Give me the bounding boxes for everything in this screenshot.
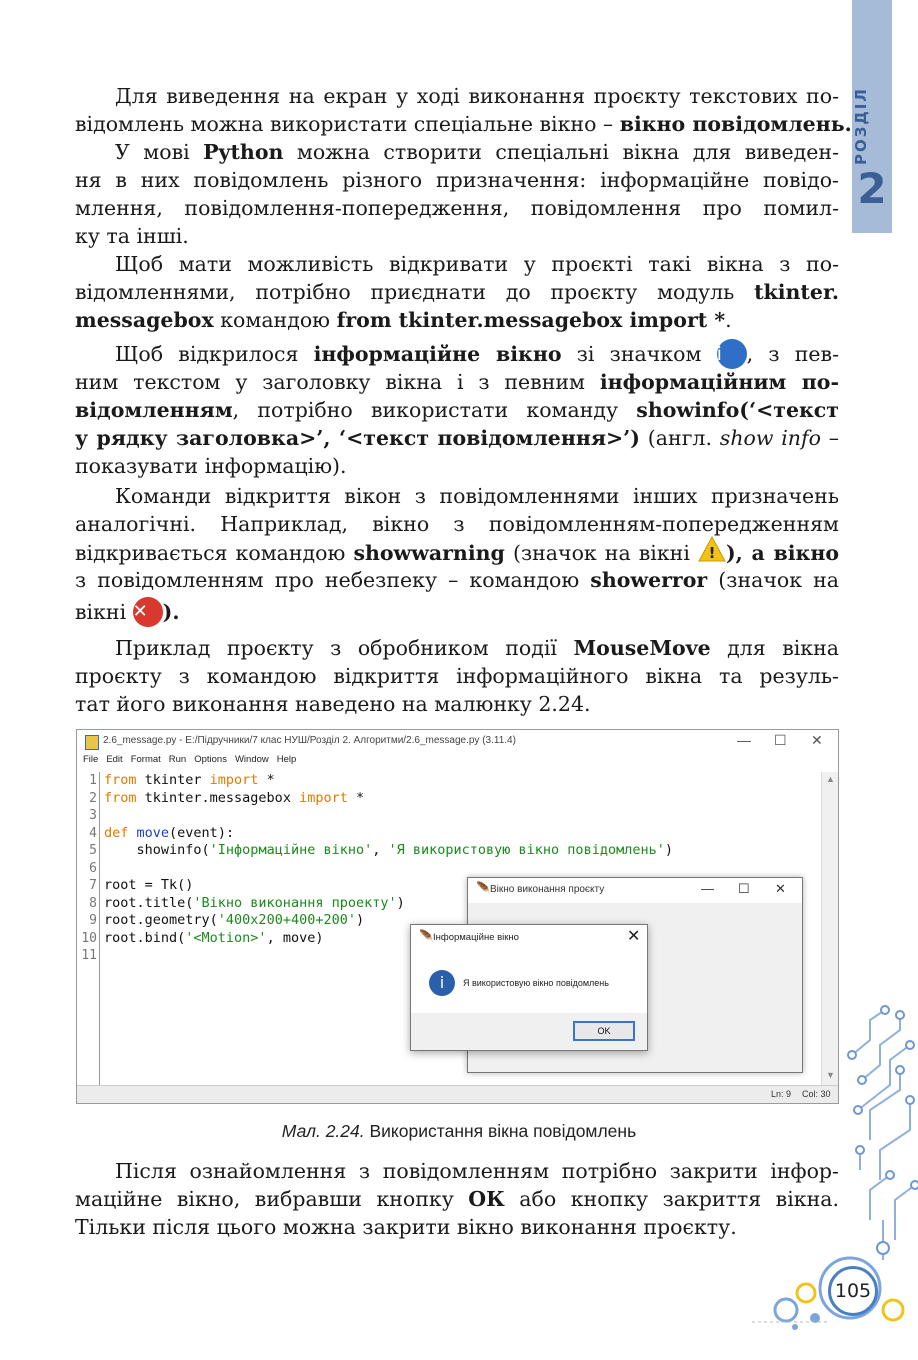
- feather-icon: 🪶: [476, 881, 491, 895]
- tk-maximize-button[interactable]: ☐: [738, 881, 750, 896]
- feather-icon: 🪶: [419, 929, 434, 943]
- line-number: 9: [89, 913, 97, 928]
- text-line: відомлень можна використати спеціальне вікно – вікно повідомлень.: [75, 112, 852, 136]
- text-line: У мові Python можна створити спеціальні вікна для виведен-: [115, 140, 839, 164]
- messagebox-close-button[interactable]: ✕: [627, 928, 641, 945]
- text-line: вікні ✕ ).: [75, 594, 839, 630]
- text-line: Тільки після цього можна закрити вікно виконання проєкту.: [75, 1215, 737, 1239]
- error-icon: ✕: [133, 597, 163, 627]
- section-label: РОЗДІЛ: [852, 87, 870, 165]
- text-line: ним текстом у заголовку вікна і з певним інформаційним по-: [75, 370, 839, 394]
- section-number: 2: [857, 164, 887, 213]
- text-line: відомленням, потрібно використати команду showinfo(‘<текст: [75, 398, 839, 422]
- close-button[interactable]: ✕: [811, 732, 823, 748]
- text-line: з повідомленням про небезпеку – командою showerror (значок на: [75, 568, 839, 592]
- info-icon: i: [717, 339, 747, 369]
- text-line: у рядку заголовка>’, ‘<текст повідомлення>’) (англ. show info –: [75, 426, 839, 450]
- menu-help[interactable]: Help: [276, 754, 297, 765]
- page-number: 105: [828, 1266, 878, 1316]
- status-line: Ln: 9: [771, 1089, 792, 1099]
- text-line: відомленнями, потрібно приєднати до проєкту модуль tkinter.: [75, 280, 839, 304]
- line-number: 6: [89, 860, 97, 876]
- text-line: млення, повідомлення-попередження, повідомлення про помил-: [75, 196, 839, 220]
- text-line: проєкту з командою відкриття інформаційного вікна та резуль-: [75, 664, 839, 688]
- line-number: 3: [89, 808, 97, 823]
- menu-run[interactable]: Run: [168, 754, 187, 765]
- caption-text: Використання вікна повідомлень: [364, 1121, 637, 1141]
- code-line: root = Tk(): [104, 877, 194, 893]
- code-line: root.geometry('400x200+400+200'): [104, 912, 365, 928]
- text-line: Щоб відкрилося інформаційне вікно зі значком i , з пев-: [75, 340, 839, 368]
- text-line: аналогічні. Наприклад, вікно з повідомленням-попередженням: [75, 512, 839, 536]
- line-number: 7: [89, 878, 97, 893]
- text-line: відкривається командою showwarning (значок на вікні ! ), а вікно: [75, 538, 839, 566]
- status-column: Col: 30: [802, 1089, 831, 1099]
- scroll-up-icon[interactable]: ▲: [826, 774, 835, 784]
- messagebox-text: Я використовую вікно повідомлень: [463, 978, 609, 988]
- line-number: 4: [89, 825, 97, 841]
- text-line: Команди відкриття вікон з повідомленнями інших призначень: [115, 484, 839, 508]
- text-line: Для виведення на екран у ході виконання проєкту текстових по-: [115, 84, 839, 108]
- info-icon: i: [429, 970, 455, 996]
- tk-window-title: Вікно виконання проєкту: [490, 884, 605, 895]
- editor-window-title: 2.6_message.py - E:/Підручники/7 клас НУШ/Розділ 2. Алгоритми/2.6_message.py (3.11.4): [103, 735, 516, 746]
- menu-file[interactable]: File: [83, 754, 99, 765]
- text-line: тат його виконання наведено на малюнку 2.24.: [75, 692, 591, 716]
- text-line: маційне вікно, вибравши кнопку ОК або кнопку закриття вікна.: [75, 1187, 839, 1211]
- menu-format[interactable]: Format: [130, 754, 161, 765]
- line-number: 11: [81, 948, 97, 963]
- minimize-button[interactable]: —: [737, 732, 751, 748]
- line-number: 8: [89, 895, 97, 911]
- line-number: 10: [81, 930, 97, 946]
- line-number: 5: [89, 843, 97, 858]
- messagebox-title: Інформаційне вікно: [433, 932, 519, 943]
- text-line: Після ознайомлення з повідомленням потрібно закрити інфор-: [115, 1159, 839, 1183]
- menu-edit[interactable]: Edit: [106, 754, 123, 765]
- maximize-button[interactable]: ☐: [774, 732, 787, 748]
- menu-options[interactable]: Options: [194, 754, 227, 765]
- menu-window[interactable]: Window: [234, 754, 269, 765]
- text-line: показувати інформацію).: [75, 454, 347, 478]
- code-line: from tkinter import *: [104, 772, 275, 788]
- line-number: 1: [89, 773, 97, 788]
- code-line: root.title('Вікно виконання проекту'): [104, 894, 405, 911]
- tk-minimize-button[interactable]: —: [701, 881, 714, 896]
- text-line: ня в них повідомлень різного призначення: інформаційне повідо-: [75, 168, 839, 192]
- text-line: Приклад проєкту з обробником події MouseMove для вікна: [115, 636, 840, 660]
- ok-button[interactable]: OK: [573, 1021, 635, 1041]
- code-line: root.bind('<Motion>', move): [104, 929, 324, 946]
- text-line: ку та інші.: [75, 224, 189, 248]
- code-line: showinfo('Інформаційне вікно', 'Я використовую вікно повідомлень'): [104, 842, 673, 858]
- code-line: def move(event):: [104, 824, 235, 841]
- scroll-down-icon[interactable]: ▼: [826, 1070, 835, 1080]
- text-line: messagebox командою from tkinter.messagebox import *.: [75, 308, 732, 332]
- line-number: 2: [89, 790, 97, 806]
- tk-close-button[interactable]: ✕: [775, 881, 786, 896]
- text-line: Щоб мати можливість відкривати у проєкті такі вікна з по-: [115, 252, 839, 276]
- svg-text:!: !: [708, 544, 716, 562]
- caption-label: Мал. 2.24.: [281, 1121, 365, 1141]
- code-line: from tkinter.messagebox import *: [104, 789, 365, 806]
